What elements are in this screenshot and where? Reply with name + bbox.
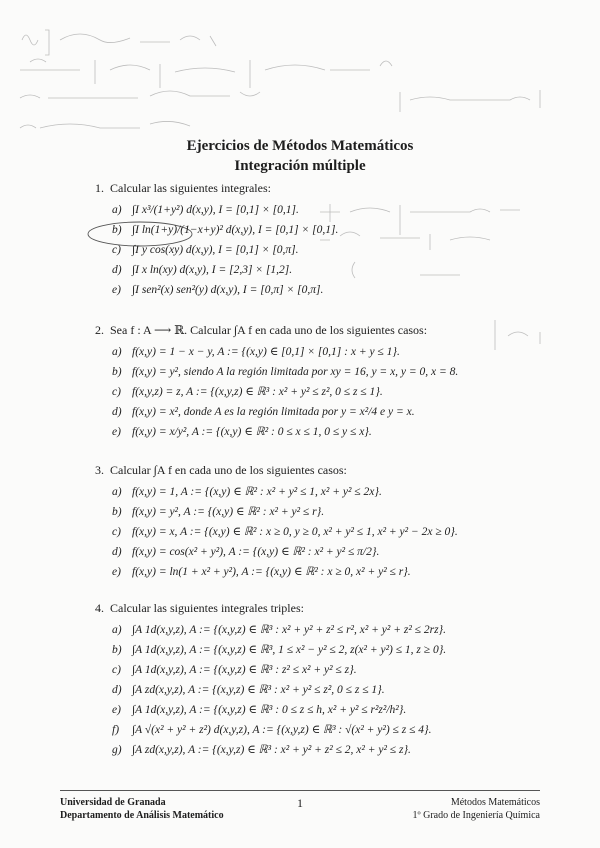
item-text: f(x,y) = ln(1 + x² + y²), A := {(x,y) ∈ ℝ² : x ≥ 0, x² + y² ≤ r}. [132, 566, 411, 578]
item-text: ∫A 1d(x,y,z), A := {(x,y,z) ∈ ℝ³, 1 ≤ x² − y² ≤ 2, z(x² + y²) ≤ 1, z ≥ 0}. [132, 644, 447, 656]
page-title: Ejercicios de Métodos Matemáticos [186, 138, 414, 154]
exercise-statement: Sea f : A ⟶ ℝ. Calcular ∫A f en cada uno de los siguientes casos: [110, 323, 428, 337]
exercise-4 [90, 600, 545, 760]
list-item [112, 680, 545, 700]
item-text: ∫I x³/(1+y²) d(x,y), I = [0,1] × [0,1]. [132, 204, 299, 216]
list-item [112, 522, 545, 542]
list-item [112, 422, 545, 442]
list-item [112, 382, 545, 402]
item-text: ∫I x ln(xy) d(x,y), I = [2,3] × [1,2]. [132, 264, 293, 276]
item-label: c) [112, 526, 121, 538]
item-text: ∫I ln(1+y)/(1−x+y)² d(x,y), I = [0,1] × [0,1]. [132, 224, 339, 236]
list-item [112, 542, 545, 562]
item-text: f(x,y) = cos(x² + y²), A := {(x,y) ∈ ℝ² : x² + y² ≤ π/2}. [132, 546, 380, 558]
list-item [112, 240, 545, 260]
list-item [112, 200, 545, 220]
item-label: e) [112, 284, 121, 296]
list-item [112, 562, 545, 582]
item-text: f(x,y) = y², siendo A la región limitada por xy = 16, y = x, y = 0, x = 8. [132, 366, 459, 378]
footer-divider [60, 790, 540, 791]
footer-department: Departamento de Análisis Matemático [60, 810, 224, 821]
item-text: ∫A zd(x,y,z), A := {(x,y,z) ∈ ℝ³ : x² + y² + z² ≤ 2, x² + y² ≤ z}. [132, 744, 411, 756]
exercise-statement: Calcular las siguientes integrales triples: [110, 601, 304, 615]
item-label: b) [112, 224, 122, 236]
list-item [112, 402, 545, 422]
item-text: ∫A zd(x,y,z), A := {(x,y,z) ∈ ℝ³ : x² + y² ≤ z², 0 ≤ z ≤ 1}. [132, 684, 385, 696]
exercise-number: 2. [95, 323, 104, 337]
item-text: ∫A 1d(x,y,z), A := {(x,y,z) ∈ ℝ³ : x² + y² + z² ≤ r², x² + y² + z² ≤ 2rz}. [132, 624, 447, 636]
page-subtitle: Integración múltiple [234, 158, 366, 174]
exercise-number: 4. [95, 601, 104, 615]
item-text: f(x,y,z) = z, A := {(x,y,z) ∈ ℝ³ : x² + y² ≤ z², 0 ≤ z ≤ 1}. [132, 386, 383, 398]
item-label: g) [112, 744, 122, 756]
list-item [112, 482, 545, 502]
list-item [112, 660, 545, 680]
exercise-statement: Calcular ∫A f en cada uno de los siguientes casos: [110, 463, 347, 477]
exercise-statement: Calcular las siguientes integrales: [110, 181, 271, 195]
item-label: b) [112, 506, 122, 518]
list-item [112, 740, 545, 760]
item-label: a) [112, 624, 122, 636]
item-label: f) [112, 724, 120, 736]
list-item [112, 342, 545, 362]
item-text: ∫I sen²(x) sen²(y) d(x,y), I = [0,π] × [0,π]. [132, 284, 324, 296]
exercise-number: 1. [95, 181, 104, 195]
document-header [0, 136, 600, 176]
item-text: f(x,y) = x, A := {(x,y) ∈ ℝ² : x ≥ 0, y ≥ 0, x² + y² ≤ 1, x² + y² − 2x ≥ 0}. [132, 526, 458, 538]
list-item [112, 700, 545, 720]
list-item [112, 640, 545, 660]
list-item [112, 362, 545, 382]
item-text: f(x,y) = x/y², A := {(x,y) ∈ ℝ² : 0 ≤ x ≤ 1, 0 ≤ y ≤ x}. [132, 426, 372, 438]
exercise-3 [90, 462, 545, 582]
exercise-number: 3. [95, 463, 104, 477]
item-label: e) [112, 566, 121, 578]
item-label: c) [112, 386, 121, 398]
item-text: f(x,y) = x², donde A es la región limitada por y = x²/4 e y = x. [132, 406, 415, 418]
item-text: ∫A √(x² + y² + z²) d(x,y,z), A := {(x,y,z) ∈ ℝ³ : √(x² + y²) ≤ z ≤ 4}. [132, 724, 432, 736]
item-text: ∫I y cos(xy) d(x,y), I = [0,1] × [0,π]. [132, 244, 299, 256]
item-label: d) [112, 684, 122, 696]
footer-university: Universidad de Granada [60, 797, 166, 808]
item-label: e) [112, 704, 121, 716]
item-label: d) [112, 406, 122, 418]
list-item [112, 280, 545, 300]
item-label: a) [112, 204, 122, 216]
item-text: ∫A 1d(x,y,z), A := {(x,y,z) ∈ ℝ³ : 0 ≤ z ≤ h, x² + y² ≤ r²z²/h²}. [132, 704, 407, 716]
page-footer [60, 796, 540, 836]
item-text: f(x,y) = 1, A := {(x,y) ∈ ℝ² : x² + y² ≤ 1, x² + y² ≤ 2x}. [132, 486, 382, 498]
list-item [112, 720, 545, 740]
item-text: ∫A 1d(x,y,z), A := {(x,y,z) ∈ ℝ³ : z² ≤ x² + y² ≤ z}. [132, 664, 357, 676]
list-item [112, 620, 545, 640]
item-label: d) [112, 264, 122, 276]
exercise-2 [90, 322, 545, 442]
page-number: 1 [297, 796, 303, 810]
list-item [112, 502, 545, 522]
item-label: b) [112, 644, 122, 656]
item-label: e) [112, 426, 121, 438]
item-label: a) [112, 346, 122, 358]
footer-degree: 1º Grado de Ingeniería Química [412, 810, 540, 821]
item-label: d) [112, 546, 122, 558]
item-label: c) [112, 664, 121, 676]
item-label: a) [112, 486, 122, 498]
item-label: c) [112, 244, 121, 256]
list-item [112, 220, 545, 240]
item-text: f(x,y) = 1 − x − y, A := {(x,y) ∈ [0,1] × [0,1] : x + y ≤ 1}. [132, 346, 400, 358]
item-label: b) [112, 366, 122, 378]
footer-course: Métodos Matemáticos [450, 797, 540, 808]
exercise-1 [90, 180, 545, 300]
item-text: f(x,y) = y², A := {(x,y) ∈ ℝ² : x² + y² ≤ r}. [132, 506, 325, 518]
list-item [112, 260, 545, 280]
